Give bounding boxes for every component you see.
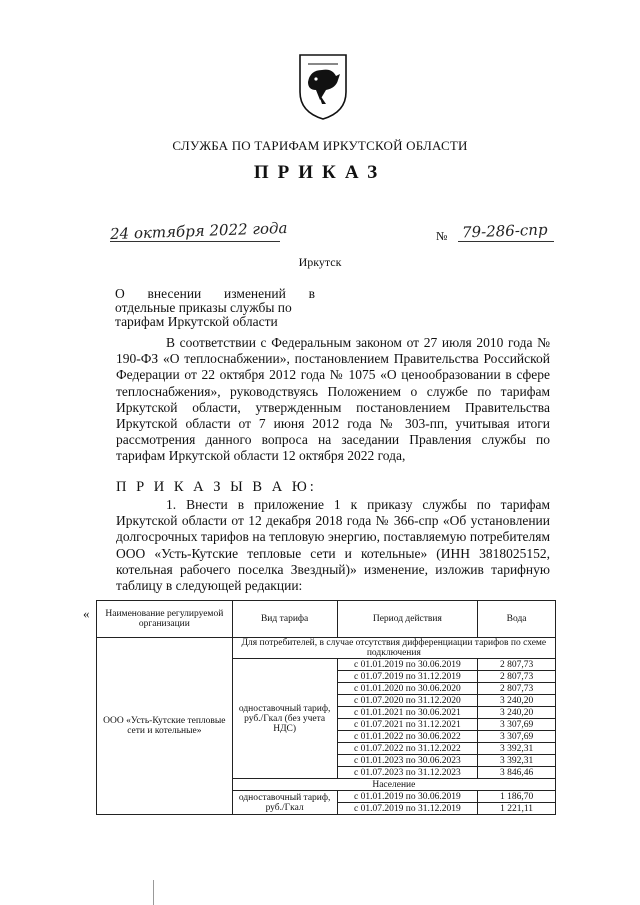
- preamble-paragraph: В соответствии с Федеральным законом от 27 июля 2010 года № 190-ФЗ «О теплоснабжении», постановлением Правительства Российской Федерации от 22 октября 2012 года № 1075 «О ценообразовании в сфере теплоснабжения», руководствуясь Положением о службе по тарифам Иркутской области, утвержденным постановлением Правительства Иркутской области от 7 июня 2012 года № 303-пп, учитывая итоги рассмотрения данного вопроса на заседании Правления службы по тарифам Иркутской области 12 октября 2022 года,: [116, 335, 550, 464]
- header-tariff: Вид тарифа: [232, 601, 337, 638]
- number-label: №: [436, 229, 448, 243]
- order-date: 24 октября 2022 года: [109, 218, 288, 244]
- value-cell: 1 221,11: [478, 803, 556, 815]
- period-cell: с 01.01.2019 по 30.06.2019: [337, 791, 478, 803]
- irkutsk-coat-of-arms-icon: [296, 52, 350, 122]
- value-cell: 3 240,20: [478, 695, 556, 707]
- group-row: [97, 638, 556, 659]
- subject-line: отдельные приказы службы по: [115, 300, 292, 315]
- order-subject: [115, 287, 315, 329]
- period-cell: с 01.01.2019 по 30.06.2019: [337, 659, 478, 671]
- period-cell: с 01.01.2023 по 30.06.2023: [337, 755, 478, 767]
- period-cell: с 01.07.2019 по 31.12.2019: [337, 671, 478, 683]
- period-cell: с 01.01.2022 по 30.06.2022: [337, 731, 478, 743]
- group-cell: Население: [232, 779, 555, 791]
- period-cell: с 01.01.2020 по 30.06.2020: [337, 683, 478, 695]
- tariff-table: [96, 600, 556, 815]
- decree-heading: П Р И К А З Ы В А Ю:: [116, 479, 317, 495]
- value-cell: 2 807,73: [478, 671, 556, 683]
- value-cell: 2 807,73: [478, 659, 556, 671]
- org-cell: ООО «Усть-Кутские тепловые сети и котельные»: [97, 638, 233, 815]
- subject-word: изменений: [224, 286, 286, 301]
- period-cell: с 01.07.2019 по 31.12.2019: [337, 803, 478, 815]
- clause-1-paragraph: 1. Внести в приложение 1 к приказу службы по тарифам Иркутской области от 12 декабря 2018 года № 366-спр «Об установлении долгосрочных тарифов на тепловую энергию, поставляемую потребителям ООО «Усть-Кутские тепловые сети и котельные» (ИНН 3818025152, котельная рабочего поселка Звездный)» изменение, изложив тарифную таблицу в следующей редакции:: [116, 497, 550, 594]
- date-underline: [110, 241, 280, 242]
- document-title: ПРИКАЗ: [253, 162, 387, 183]
- opening-quote-mark: «: [83, 606, 90, 621]
- subject-word: О: [115, 286, 125, 301]
- agency-name: СЛУЖБА ПО ТАРИФАМ ИРКУТСКОЙ ОБЛАСТИ: [172, 138, 468, 153]
- value-cell: 3 846,46: [478, 767, 556, 779]
- number-underline: [458, 241, 554, 242]
- period-cell: с 01.07.2020 по 31.12.2020: [337, 695, 478, 707]
- period-cell: с 01.07.2022 по 31.12.2022: [337, 743, 478, 755]
- period-cell: с 01.07.2021 по 31.12.2021: [337, 719, 478, 731]
- header-period: Период действия: [337, 601, 478, 638]
- value-cell: 3 240,20: [478, 707, 556, 719]
- value-cell: 1 186,70: [478, 791, 556, 803]
- value-cell: 2 807,73: [478, 683, 556, 695]
- order-number: 79-286-спр: [461, 220, 548, 242]
- group-cell: Для потребителей, в случае отсутствия дифференциации тарифов по схеме подключения: [232, 638, 555, 659]
- value-cell: 3 307,69: [478, 731, 556, 743]
- subject-word: в: [308, 286, 315, 301]
- period-cell: с 01.07.2023 по 31.12.2023: [337, 767, 478, 779]
- value-cell: 3 392,31: [478, 755, 556, 767]
- subject-word: внесении: [147, 286, 202, 301]
- tariff-type-cell: одноставочный тариф, руб./Гкал (без учета НДС): [232, 659, 337, 779]
- value-cell: 3 392,31: [478, 743, 556, 755]
- page-edge-mark: [153, 880, 154, 905]
- period-cell: с 01.01.2021 по 30.06.2021: [337, 707, 478, 719]
- city-name: Иркутск: [298, 255, 342, 269]
- value-cell: 3 307,69: [478, 719, 556, 731]
- subject-line: тарифам Иркутской области: [115, 314, 278, 329]
- tariff-type-cell: одноставочный тариф, руб./Гкал: [232, 791, 337, 815]
- table-header-row: [97, 601, 556, 638]
- header-water: Вода: [478, 601, 556, 638]
- header-org: Наименование регулируемой организации: [97, 601, 233, 638]
